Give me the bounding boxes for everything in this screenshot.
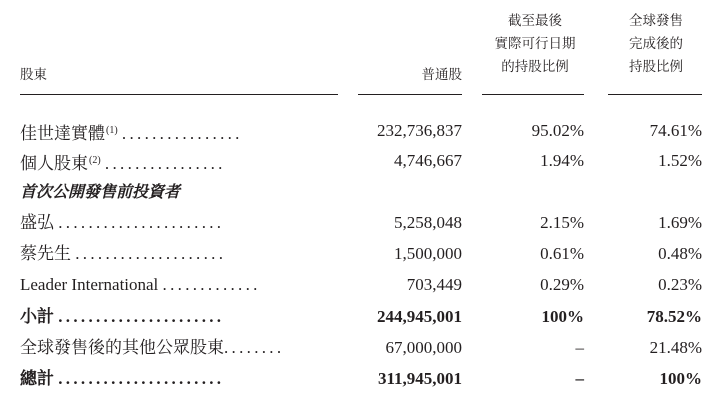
- row-pct-after: 100%: [659, 369, 702, 388]
- row-label: 佳世達實體$^{(1)}$ ................: [20, 124, 243, 143]
- row-shares: 311,945,001: [377, 369, 462, 388]
- row-shares: 5,258,048: [394, 213, 462, 232]
- row-pct-after: 78.52%: [646, 307, 702, 326]
- row-pct-before: –: [575, 338, 584, 357]
- row-pct-before: 0.29%: [540, 275, 584, 294]
- row-pct-before: –: [575, 369, 584, 388]
- header-rule: [482, 94, 584, 95]
- header-rule: [20, 94, 338, 95]
- column-header-holder: 股東: [20, 67, 47, 83]
- row-pct-before: 2.15%: [540, 213, 584, 232]
- row-label: 盛弘 ......................: [20, 213, 225, 232]
- row-label: 蔡先生 ....................: [20, 244, 227, 263]
- column-header-pct-before: 截至最後 實際可行日期 的持股比例: [494, 13, 576, 75]
- row-shares: 67,000,000: [385, 338, 462, 357]
- column-header-shares: 普通股: [421, 67, 462, 83]
- table-row-total: [0, 364, 720, 394]
- table-row-mr-tsai: [0, 239, 720, 269]
- row-pct-after: 21.48%: [649, 338, 702, 357]
- row-label: 小計 ......................: [20, 307, 225, 326]
- row-label: 個人股東$^{(2)}$ ................: [20, 154, 226, 173]
- table-row-qisda: [0, 116, 720, 146]
- row-shares: 4,746,667: [394, 151, 462, 170]
- row-pct-before: 0.61%: [540, 244, 584, 263]
- row-pct-after: 0.23%: [658, 275, 702, 294]
- row-pct-after: 74.61%: [649, 121, 702, 140]
- row-label: 總計 ......................: [20, 369, 225, 388]
- row-label: 全球發售後的其他公眾股東........: [20, 338, 285, 357]
- row-pct-after: 1.69%: [658, 213, 702, 232]
- table-row-leader-international: [0, 270, 720, 300]
- row-pct-before: 95.02%: [531, 121, 584, 140]
- header-rule: [608, 94, 702, 95]
- row-pct-after: 1.52%: [658, 151, 702, 170]
- row-shares: 1,500,000: [394, 244, 462, 263]
- row-pct-before: 1.94%: [540, 151, 584, 170]
- table-row-shenghong: [0, 208, 720, 238]
- section-label: 首次公開發售前投資者: [20, 182, 181, 201]
- row-label: Leader International .............: [20, 275, 261, 294]
- table-row-public-shareholders: [0, 333, 720, 363]
- row-pct-after: 0.48%: [658, 244, 702, 263]
- row-pct-before: 100%: [541, 307, 584, 326]
- table-row-individual: [0, 146, 720, 176]
- table-row-subtotal: [0, 302, 720, 332]
- header-rule: [358, 94, 462, 95]
- row-shares: 232,736,837: [377, 121, 462, 140]
- row-shares: 244,945,001: [377, 307, 462, 326]
- section-heading-pre-ipo: [0, 177, 720, 207]
- row-shares: 703,449: [406, 275, 462, 294]
- column-header-pct-after: 全球發售 完成後的 持股比例: [629, 13, 683, 75]
